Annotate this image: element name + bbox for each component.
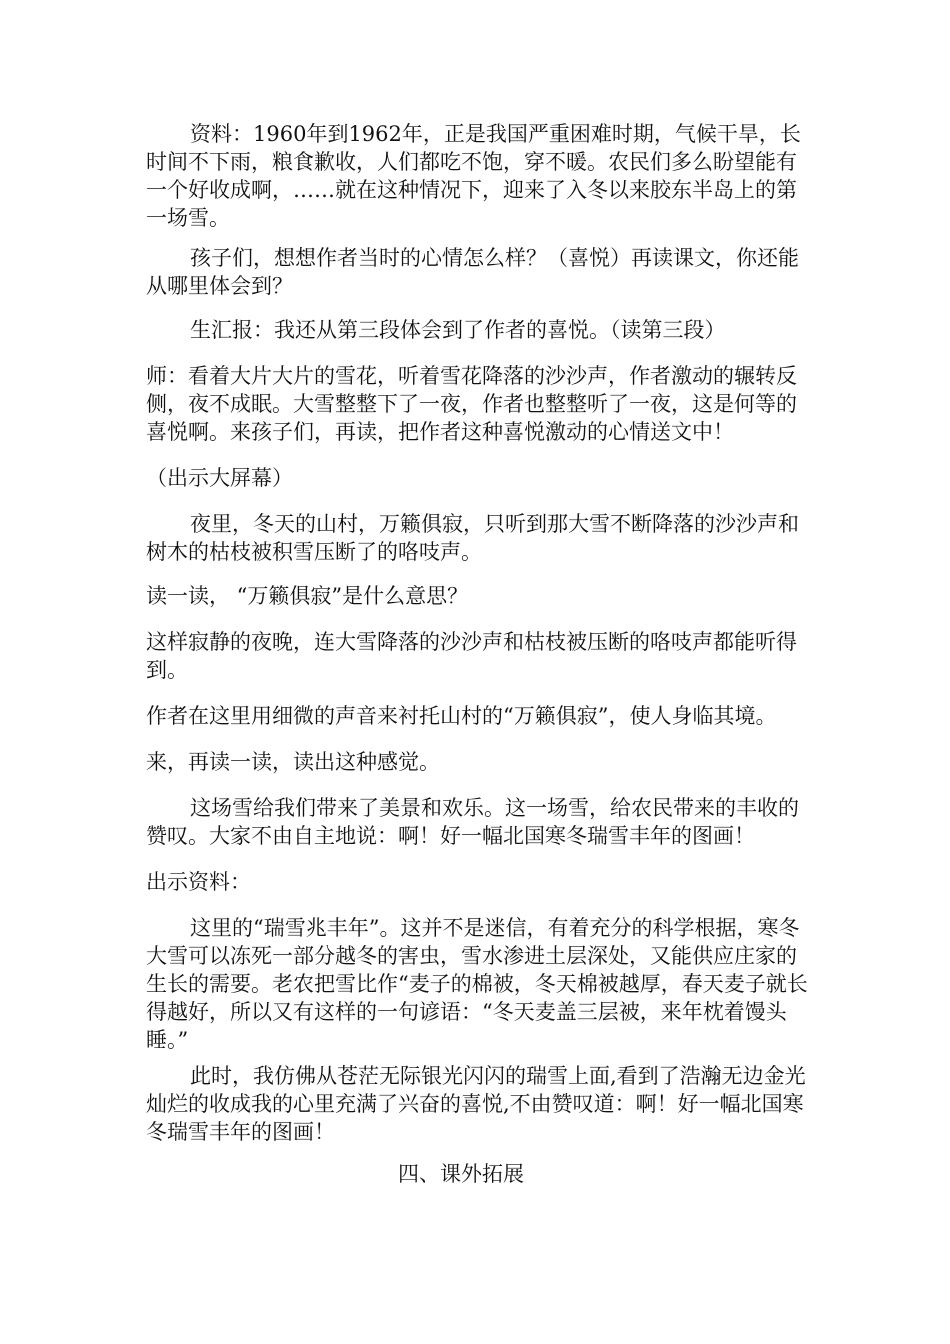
paragraph-show-screen: （出示大屏幕） xyxy=(146,466,293,490)
paragraph-read-question: 读一读， “万籁俱寂”是什么意思？ xyxy=(146,584,469,608)
paragraph-proverb-explanation: 这里的“瑞雪兆丰年”。这并不是迷信，有着充分的科学根据，寒冬大雪可以冻死一部分越冬的害虫，雪水渗进土层深处，又能供应庄家的生长的需要。老农把雪比作“麦子的棉被，冬天棉被越厚，春天麦子就长得越好，所以又有这样的一句谚语：“冬天麦盖三层被，来年枕着馒头睡。” xyxy=(146,916,808,1052)
paragraph-show-material: 出示资料： xyxy=(146,870,251,894)
paragraph-read-again: 来，再读一读，读出这种感觉。 xyxy=(146,750,440,774)
paragraph-question-mood: 孩子们，想想作者当时的心情怎么样？（喜悦）再读课文，你还能从哪里体会到？ xyxy=(146,246,799,298)
paragraph-student-report: 生汇报：我还从第三段体会到了作者的喜悦。（读第三段） xyxy=(190,318,726,342)
section-heading: 四、课外拓展 xyxy=(398,1162,524,1186)
paragraph-quiet-night: 这样寂静的夜晚，连大雪降落的沙沙声和枯枝被压断的咯吱声都能听得到。 xyxy=(146,630,797,682)
paragraph-author-contrast: 作者在这里用细微的声音来衬托山村的“万籁俱寂”，使人身临其境。 xyxy=(146,704,777,728)
paragraph-teacher-remarks: 师：看着大片大片的雪花，听着雪花降落的沙沙声，作者激动的辗转反侧，夜不成眠。大雪整整下了一夜，作者也整整听了一夜，这是何等的喜悦啊。来孩子们，再读，把作者这种喜悦激动的心情送文中！ xyxy=(146,364,797,444)
paragraph-night-quote: 夜里，冬天的山村，万籁俱寂，只听到那大雪不断降落的沙沙声和树木的枯枝被积雪压断了的咯吱声。 xyxy=(146,512,799,564)
paragraph-background-material: 资料：1960年到1962年，正是我国严重困难时期，气候干旱，长时间不下雨，粮食歉收，人们都吃不饱，穿不暖。农民们多么盼望能有一个好收成啊，……就在这种情况下，迎来了入冬以来胶东半岛上的第一场雪。 xyxy=(146,122,801,230)
paragraph-snow-joy: 这场雪给我们带来了美景和欢乐。这一场雪，给农民带来的丰收的赞叹。大家不由自主地说：啊！好一幅北国寒冬瑞雪丰年的图画！ xyxy=(146,796,799,848)
paragraph-closing-praise: 此时，我仿佛从苍茫无际银光闪闪的瑞雪上面,看到了浩瀚无边金光灿烂的收成我的心里充满了兴奋的喜悦,不由赞叹道：啊！好一幅北国寒冬瑞雪丰年的图画！ xyxy=(146,1064,806,1144)
